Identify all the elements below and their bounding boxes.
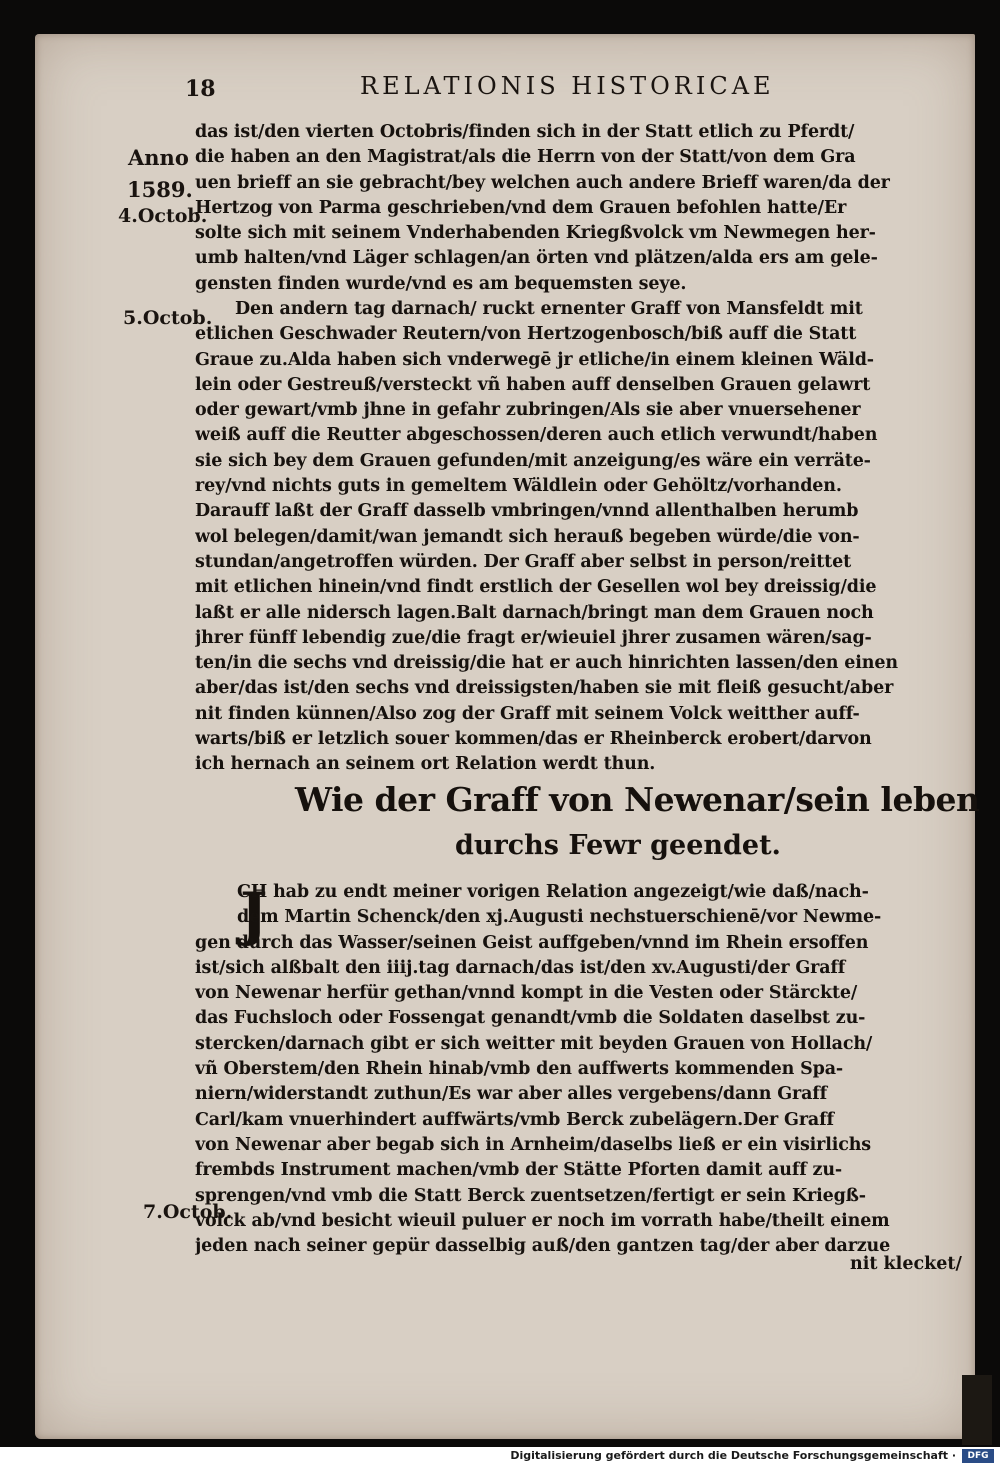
section-subheading: durchs Fewr geendet.: [455, 830, 781, 861]
text-line: das Fuchsloch oder Fossengat genandt/vmb die Soldaten daselbst zu-: [195, 1008, 866, 1029]
text-line: stundan/angetroffen würden. Der Graff aber selbst in person/reittet: [195, 551, 852, 572]
funding-credit: Digitalisierung gefördert durch die Deutsche Forschungsgemeinschaft ·: [510, 1449, 956, 1462]
text-line: Graue zu.Alda haben sich vnderwegē jr etliche/in einem kleinen Wäld-: [195, 349, 874, 370]
text-line: jeden nach seiner gepür dasselbig auß/den gantzen tag/der aber darzue: [195, 1236, 891, 1257]
text-line: oder gewart/vmb jhne in gefahr zubringen/Als sie aber vnuersehener: [195, 400, 861, 421]
text-line: umb halten/vnd Läger schlagen/an örten vnd plätzen/alda ers am gele-: [195, 248, 878, 269]
text-line: aber/das ist/den sechs vnd dreissigsten/haben sie mit fleiß gesucht/aber: [195, 678, 894, 699]
text-line: warts/biß er letzlich souer kommen/das er Rheinberck erobert/darvon: [195, 729, 872, 750]
margin-note-year: 1589.: [127, 177, 193, 202]
text-line: dem Martin Schenck/den xj.Augusti nechstuerschienē/vor Newme-: [237, 907, 882, 928]
text-line: von Newenar aber begab sich in Arnheim/daselbs ließ er ein visirlichs: [195, 1134, 871, 1155]
text-line: die haben an den Magistrat/als die Herrn von der Statt/von dem Gra: [195, 147, 856, 168]
book-edge: [962, 1375, 992, 1445]
text-line: volck ab/vnd besicht wieuil puluer er noch im vorrath habe/theilt einem: [195, 1210, 890, 1231]
catchword: nit klecket/: [850, 1254, 962, 1274]
drop-cap-initial: J: [240, 880, 268, 948]
text-line: von Newenar herfür gethan/vnnd kompt in die Vesten oder Stärckte/: [195, 983, 858, 1004]
text-line: nit finden künnen/Also zog der Graff mit seinem Volck weitther auff-: [195, 703, 860, 724]
text-line: das ist/den vierten Octobris/finden sich in der Statt etlich zu Pferdt/: [195, 122, 855, 142]
page-number: 18: [185, 76, 216, 102]
running-head: RELATIONIS HISTORICAE: [360, 72, 775, 100]
text-line: wol belegen/damit/wan jemandt sich herauß begeben würde/die von-: [195, 526, 860, 547]
dfg-logo-icon[interactable]: DFG: [962, 1449, 994, 1463]
text-line: sie sich bey dem Grauen gefunden/mit anzeigung/es wäre ein verräte-: [195, 450, 871, 471]
text-line: Darauff laßt der Graff dasselb vmbringen/vnnd allenthalben herumb: [195, 501, 859, 522]
text-line: Carl/kam vnuerhindert auffwärts/vmb Berck zubelägern.Der Graff: [195, 1109, 834, 1130]
text-line: vñ Oberstem/den Rhein hinab/vmb den auffwerts kommenden Spa-: [195, 1059, 844, 1080]
text-line: Den andern tag darnach/ ruckt ernenter Graff von Mansfeldt mit: [235, 299, 863, 319]
text-line: gen durch das Wasser/seinen Geist auffgeben/vnnd im Rhein ersoffen: [195, 932, 869, 953]
paragraph-2: [195, 297, 930, 778]
text-line: laßt er alle nidersch lagen.Balt darnach/bringt man dem Grauen noch: [195, 602, 874, 623]
paragraph-3: [195, 880, 930, 1259]
section-heading: Wie der Graff von Newenar/sein leben: [295, 780, 980, 819]
text-line: mit etlichen hinein/vnd findt erstlich der Gesellen wol bey dreissig/die: [195, 577, 877, 598]
paragraph-1: [195, 120, 930, 297]
text-line: Hertzog von Parma geschrieben/vnd dem Grauen befohlen hatte/Er: [195, 197, 847, 218]
margin-note-oct4: 4.Octob.: [118, 205, 208, 227]
text-line: stercken/darnach gibt er sich weitter mit beyden Grauen von Hollach/: [195, 1033, 873, 1054]
margin-note-oct5: 5.Octob.: [123, 307, 213, 329]
margin-note-oct7: 7.Octob.: [143, 1201, 233, 1223]
text-line: niern/widerstandt zuthun/Es war aber alles vergebens/dann Graff: [195, 1084, 828, 1105]
text-line: weiß auff die Reutter abgeschossen/deren auch etlich verwundt/haben: [195, 425, 878, 446]
footer-bar: [0, 1447, 1000, 1467]
text-line: ten/in die sechs vnd dreissig/die hat er auch hinrichten lassen/den einen: [195, 653, 898, 674]
text-line: frembds Instrument machen/vmb der Stätte Pforten damit auff zu-: [195, 1160, 843, 1181]
text-line: sprengen/vnd vmb die Statt Berck zuentsetzen/fertigt er sein Kriegß-: [195, 1185, 866, 1206]
text-line: solte sich mit seinem Vnderhabenden Kriegßvolck vm Newmegen her-: [195, 223, 876, 244]
text-line: ist/sich alßbalt den iiij.tag darnach/das ist/den xv.Augusti/der Graff: [195, 957, 846, 978]
text-line: etlichen Geschwader Reutern/von Hertzogenbosch/biß auff die Statt: [195, 324, 857, 345]
text-line: uen brieff an sie gebracht/bey welchen auch andere Brieff waren/da der: [195, 172, 890, 193]
margin-note-anno: Anno: [128, 145, 189, 170]
text-line: rey/vnd nichts guts in gemeltem Wäldlein oder Gehöltz/vorhanden.: [195, 476, 842, 497]
text-line: gensten finden wurde/vnd es am bequemsten seye.: [195, 273, 687, 294]
text-line: ich hernach an seinem ort Relation werdt thun.: [195, 754, 656, 775]
text-line: jhrer fünff lebendig zue/die fragt er/wieuiel jhrer zusamen wären/sag-: [195, 627, 872, 648]
page-header: [0, 72, 1000, 112]
text-line: CH hab zu endt meiner vorigen Relation angezeigt/wie daß/nach-: [237, 882, 869, 902]
text-line: lein oder Gestreuß/versteckt vñ haben auff denselben Grauen gelawrt: [195, 374, 871, 395]
